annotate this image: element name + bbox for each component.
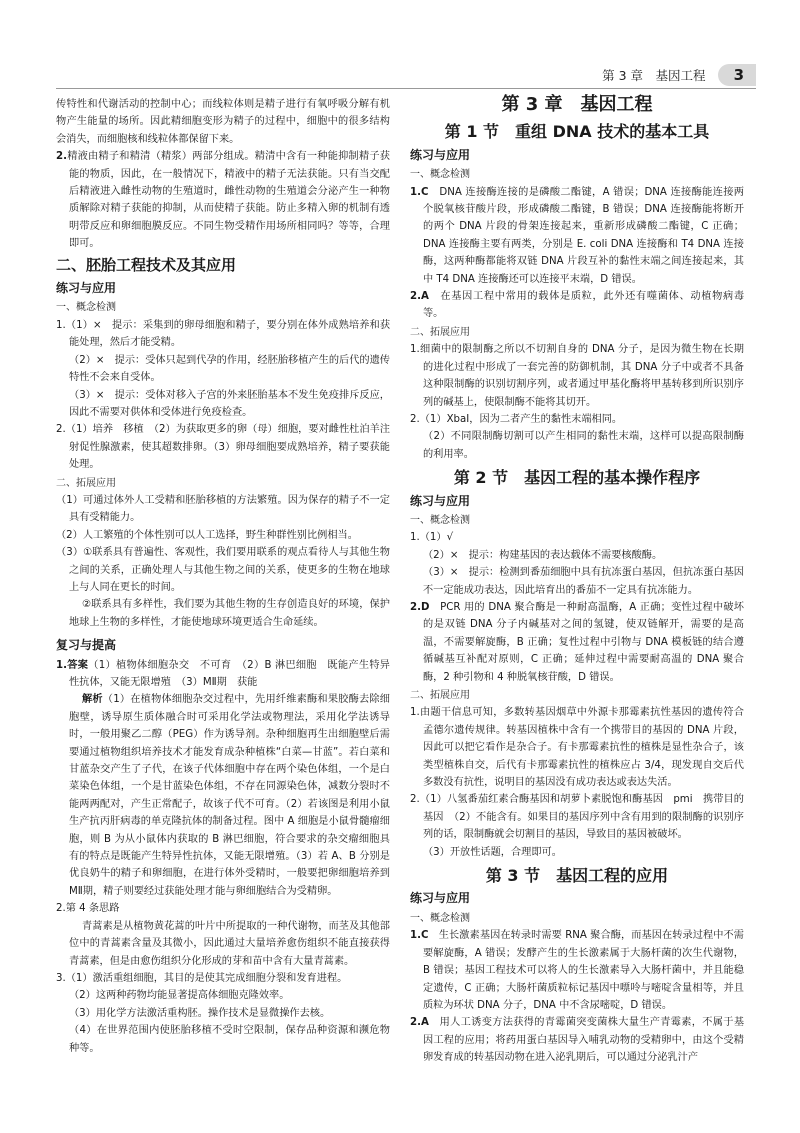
answer-2: 2.（1）培养 移植 （2）为获取更多的卵（母）细胞，要对雌性杜泊羊注射促性腺激素，使其超数排卵。（3）卵母细胞要成熟培养，精子要获能处理。 bbox=[56, 424, 390, 471]
intro-paragraph-1: 传特性和代谢活动的控制中心；而线粒体则是精子进行有氧呼吸分解有机物产生能量的场所。因此精细胞变形为精子的过程中，细胞中的很多结构会消失，而细胞核和线粒体都保留下来。 bbox=[56, 99, 390, 145]
item-text: 在基因工程中常用的载体是质粒，此外还有噬菌体、动植物病毒等。 bbox=[423, 291, 745, 320]
expand-label: 二、拓展应用 bbox=[56, 477, 116, 489]
concept-label: 一、概念检测 bbox=[410, 514, 470, 526]
section-2-title: 第 2 节 基因工程的基本操作程序 bbox=[453, 468, 701, 488]
answer-text: （1）植物体细胞杂交 不可育 （2）B 淋巴细胞 既能产生特异性抗体，又能无限增殖 （3）MⅡ期 获能 bbox=[69, 659, 390, 688]
practice-heading: 练习与应用 bbox=[410, 891, 471, 906]
s1-answer-2 bbox=[410, 288, 744, 323]
expand-label: 二、拓展应用 bbox=[410, 690, 470, 701]
concept-label: 一、概念检测 bbox=[410, 169, 470, 181]
answer-1-3: （3）× 提示：受体对移入子宫的外来胚胎基本不发生免疫排斥反应，因此不需要对供体和受体进行免疫检查。 bbox=[69, 389, 390, 418]
expand-1: （1）可通过体外人工受精和胚胎移植的方法繁殖。因为保存的精子不一定具有受精能力。 bbox=[56, 494, 390, 524]
concept-label: 一、概念检测 bbox=[410, 912, 470, 924]
page-number: 3 bbox=[718, 64, 756, 86]
section-1-title: 第 1 节 重组 DNA 技术的基本工具 bbox=[444, 122, 710, 142]
s2-expand-2-3: （3）开放性话题，合理即可。 bbox=[423, 846, 562, 858]
item-number: 2.A bbox=[410, 1017, 429, 1029]
review-2: 2.第 4 条思路 bbox=[56, 903, 120, 915]
s1-expand-1: 1.细菌中的限制酶之所以不切割自身的 DNA 分子，是因为微生物在长期的进化过程中形成了一套完善的防御机制，其 DNA 分子中或者不具备这种限制酶的识别切割序列，或者通过甲基化酶将甲基转移到所识别序列的碱基上，使限制酶不能将其切开。 bbox=[410, 344, 744, 408]
item-number: 2.A bbox=[410, 291, 429, 303]
review-2-text: 青蒿素是从植物黄花蒿的叶片中所提取的一种代谢物，而茎及其他部位中的青蒿素含量及其微小，因此通过大量培养愈伤组织不能直接获得青蒿素，但是由愈伤组织分化形成的芽和苗中含有大量青蒿素。 bbox=[69, 920, 390, 967]
page-header bbox=[602, 64, 756, 86]
left-column bbox=[56, 96, 390, 1057]
section-heading: 二、胚胎工程技术及其应用 bbox=[56, 255, 237, 274]
explanation-text: （1）在植物体细胞杂交过程中，先用纤维素酶和果胶酶去除细胞壁，诱导原生质体融合时可采用化学法或物理法，采用化学法诱导时，一般用聚乙二醇（PEG）作为诱导剂。杂种细胞再生出细胞壁后需要通过植物组织培养技术才能发育成杂种植株“白菜—甘蓝”。若白菜和甘蓝杂交产生了子代，在该子代体细胞中存在两个染色体组，一个是白菜染色体组，一个是甘蓝染色体组，不存在同源染色体，减数分裂时不能两两配对，产生正常配子，故该子代不可育。（2）若该图是利用小鼠生产抗丙肝病毒的单克隆抗体的制备过程。图中 A 细胞是小鼠骨髓瘤细胞，则 B 为从小鼠体内获取的 B 淋巴细胞，符合要求的杂交瘤细胞具有的特点是既能产生特异性抗体，又能无限增殖。（3）若 A、B 分别是优良奶牛的精子和卵细胞，在进行体外受精时，一般要把卵细胞培养到 MⅡ期，精子则要经过获能处理才能与卵细胞结合为受精卵。 bbox=[69, 694, 390, 897]
review-3-4: （4）在世界范围内使胚胎移植不受时空限制，保存品种资源和濒危物种等。 bbox=[69, 1025, 390, 1054]
item-number: 1. bbox=[56, 659, 67, 671]
review-3-3: （3）用化学方法激活重构胚。操作技术是显微操作去核。 bbox=[69, 1007, 331, 1019]
practice-heading: 练习与应用 bbox=[410, 493, 471, 508]
item-text: 用人工诱变方法获得的青霉菌突变菌株大量生产青霉素，不属于基因工程的应用；将药用蛋白基因导入哺乳动物的受精卵中，由这个受精卵发育成的转基因动物在进入泌乳期后，可以通过分泌乳汁产 bbox=[423, 1017, 745, 1064]
expand-3-2: ②联系具有多样性，我们要为其他生物的生存创造良好的环境，保护地球上生物的多样性，才能使地球环境更适合生命延续。 bbox=[69, 599, 390, 628]
right-column bbox=[410, 96, 744, 1067]
s2-expand-2-1: 2.（1）八氢番茄红素合酶基因和胡萝卜素脱饱和酶基因 pmi 携带目的基因 （2）不能含有。如果目的基因序列中含有用到的限制酶的识别序列的话，限制酶就会切割目的基因，导致目的基因被破坏。 bbox=[410, 794, 744, 841]
s1-expand-2-2: （2）不同限制酶切割可以产生相同的黏性末端，这样可以提高限制酶的利用率。 bbox=[423, 431, 744, 460]
item-number: 2.D bbox=[410, 601, 430, 613]
s2-answer-1-1: 1.（1）√ bbox=[410, 532, 454, 544]
s2-answer-2 bbox=[410, 599, 744, 686]
answer-label: 答案 bbox=[66, 659, 89, 671]
concept-label: 一、概念检测 bbox=[56, 302, 116, 314]
chapter-title: 第 3 章 基因工程 bbox=[501, 94, 653, 115]
item-number: 1.C bbox=[410, 186, 429, 198]
review-3-2: （2）这两种药物均能显著提高体细胞克隆效率。 bbox=[69, 990, 290, 1002]
s3-answer-2 bbox=[410, 1014, 744, 1066]
item-text: 生长激素基因在转录时需要 RNA 聚合酶，而基因在转录过程中不需要解旋酶，A 错误；发酵产生的生长激素属于大肠杆菌的次生代谢物，B 错误；基因工程技术可以将人的生长激素导入大肠杆菌中，并且能稳定遗传，C 正确；大肠杆菌质粒标记基因中嘌呤与嘧啶含量相等，并且质粒为环状 DNA 分子，DNA 中不含尿嘧啶，D 错误。 bbox=[423, 930, 744, 1011]
review-3-1: 3.（1）激活重组细胞，其目的是使其完成细胞分裂和发育进程。 bbox=[56, 972, 348, 984]
practice-heading: 练习与应用 bbox=[56, 281, 117, 296]
s2-answer-1-2: （2）× 提示：构建基因的表达载体不需要核酸酶。 bbox=[423, 549, 663, 561]
practice-heading: 练习与应用 bbox=[410, 147, 471, 162]
item-text: PCR 用的 DNA 聚合酶是一种耐高温酶，A 正确；变性过程中破坏的是双链 DNA 分子内碱基对之间的氢键，使双链解开，需要的是高温，不需要解旋酶，B 正确；复性过程中引物与 DNA 模板链的结合遵循碱基互补配对原则，C 正确；延伸过程中需要耐高温的 DNA 聚合酶，2 种引物和 4 种脱氧核苷酸，D 错误。 bbox=[423, 601, 744, 683]
intro-paragraph-2 bbox=[56, 148, 390, 252]
s2-answer-1-3: （3）× 提示：检测到番茄细胞中具有抗冻蛋白基因，但抗冻蛋白基因不一定能成功表达，因此培育出的番茄不一定具有抗冻能力。 bbox=[423, 567, 744, 596]
expand-2: （2）人工繁殖的个体性别可以人工选择，野生种群性别比例相当。 bbox=[56, 529, 358, 541]
s1-answer-1 bbox=[410, 184, 744, 288]
item-text: DNA 连接酶连接的是磷酸二酯键，A 错误；DNA 连接酶能连接两个脱氧核苷酸片段，形成磷酸二酯键，B 错误；DNA 连接酶能将断开的两个 DNA 片段的骨架连接起来，重新形成磷酸二酯键，C 正确；DNA 连接酶主要有两类，分别是 E. coli DNA 连接酶和 T4 DNA 连接酶，这两种酶都能将双链 DNA 片段互补的黏性末端之间连接起来，其中 T4 DNA 连接酶还可以连接平末端，D 错误。 bbox=[423, 186, 744, 285]
item-text: 精液由精子和精清（精浆）两部分组成。精清中含有一种能抑制精子获能的物质，因此，在一般情况下，精液中的精子无法获能。只有当交配后精液进入雌性动物的生殖道时，雌性动物的生殖道会分泌产生一种物质解除对精子获能的抑制，从而使精子获能。防止多精入卵的机制有透明带反应和卵细胞膜反应。不同生物受精作用场所相同吗？等等，合理即可。 bbox=[66, 151, 390, 250]
explanation-label: 解析 bbox=[82, 694, 103, 706]
s2-expand-1: 1.由题干信息可知，多数转基因烟草中外源卡那霉素抗性基因的遗传符合孟德尔遗传规律。转基因植株中含有一个携带目的基因的 DNA 片段，因此可以把它看作是杂合子。有卡那霉素抗性的植株是显性杂合子，该类型植株自交，后代有卡那霉素抗性的植株应占 3/4，现发现自交后代多数没有抗性，说明目的基因没有成功表达或表达失活。 bbox=[410, 707, 744, 789]
header-rule bbox=[56, 88, 756, 89]
review-1-answer bbox=[56, 657, 390, 692]
item-number: 2. bbox=[56, 151, 67, 163]
review-1-explanation bbox=[56, 691, 390, 900]
s1-expand-2-1: 2.（1）XbaⅠ，因为二者产生的黏性末端相同。 bbox=[410, 413, 623, 425]
expand-3-1: （3）①联系具有普遍性、客观性，我们要用联系的观点看待人与其他生物之间的关系，正确处理人与其他生物之间的关系，使更多的生物在地球上与人同在更长的时间。 bbox=[56, 547, 390, 593]
s3-answer-1 bbox=[410, 927, 744, 1014]
item-number: 1.C bbox=[410, 930, 429, 942]
running-head: 第 3 章 基因工程 bbox=[602, 68, 706, 83]
section-3-title: 第 3 节 基因工程的应用 bbox=[485, 866, 669, 886]
answer-1-2: （2）× 提示：受体只起到代孕的作用，经胚胎移植产生的后代的遗传特性不会来自受体。 bbox=[69, 354, 390, 384]
answer-1-1: 1.（1）× 提示：采集到的卵母细胞和精子，要分别在体外成熟培养和获能处理，然后才能受精。 bbox=[56, 319, 390, 349]
expand-label: 二、拓展应用 bbox=[410, 326, 470, 338]
review-heading: 复习与提高 bbox=[56, 638, 117, 653]
